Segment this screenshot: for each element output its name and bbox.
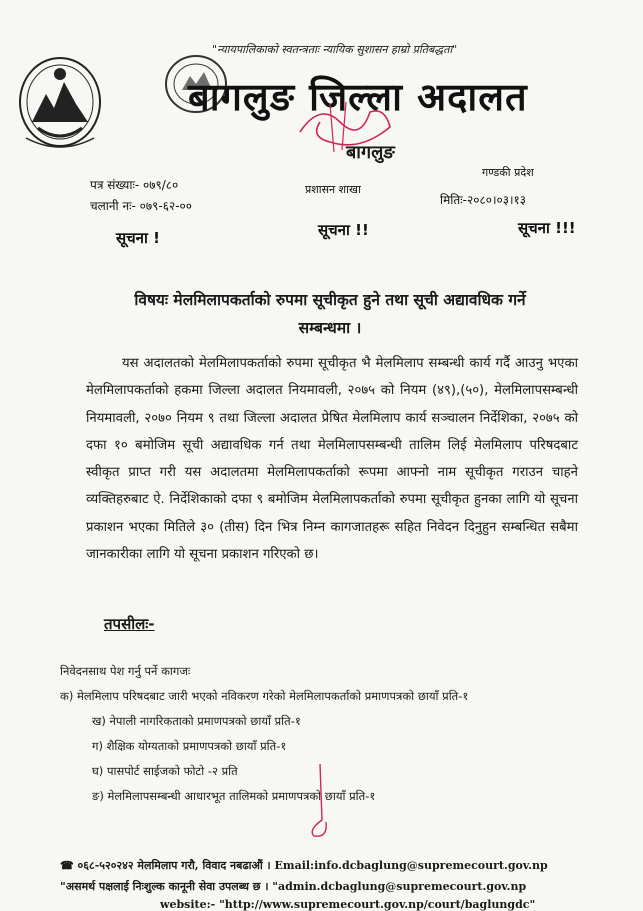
notice-label-2: सूचना !! (318, 221, 369, 239)
footer-legal-aid-line: "असमर्थ पक्षलाई निःशुल्क कानूनी सेवा उपलब्ध छ । "admin.dcbaglung@supremecourt.gov.np (60, 880, 527, 893)
signature-red (290, 92, 400, 162)
requirement-item: ग) शैक्षिक योग्यताको प्रमाणपत्रको छायाँ प्रति-१ (92, 739, 287, 753)
court-city: बागलुङ (346, 142, 395, 163)
letter-number: पत्र संख्याः- ०७९/८० (90, 178, 179, 192)
requirement-item: ख) नेपाली नागरिकताको प्रमाणपत्रको छायाँ प्रति-१ (92, 714, 301, 728)
subject-line-1: विषयः मेलमिलापकर्ताको रुपमा सूचीकृत हुने तथा सूची अद्यावधिक गर्ने (134, 291, 526, 309)
notice-label-3: सूचना !!! (518, 219, 576, 237)
footer-website: website:- "http://www.supremecourt.gov.np/court/baglungdc" (160, 898, 536, 911)
footer-contact-line: ☎ ०६८-५२०२४२ मेलमिलाप गरौ, विवाद नबढाऔं । Email:info.dcbaglung@supremecourt.gov.np (60, 859, 548, 872)
handwritten-mark (300, 760, 340, 840)
notice-body: यस अदालतको मेलमिलापकर्ताको रुपमा सूचीकृत भै मेलमिलाप सम्बन्धी कार्य गर्दै आउनु भएका मेलमिलापकर्ताको हकमा जिल्ला अदालत नियमावली, २०७५ को नियम (४९),(५०), मेलमिलापसम्बन्धी नियमावली, २०७० नियम ९ तथा जिल्ला अदालत प्रेषित मेलमिलाप कार्य सञ्चालन निर्देशिका, २०७५ को दफा १० बमोजिम सूची अद्यावधिक गर्न तथा मेलमिलापसम्बन्धी तालिम लिई मेलमिलाप परिषदबाट स्वीकृत प्राप्त गरी यस अदालतमा मेलमिलापकर्ताको रूपमा आफ्नो नाम सूचीकृत गराउन चाहने व्यक्तिहरुबाट ऐ. निर्देशिकाको दफा ९ बमोजिम मेलमिलापकर्ताको रुपमा सूचीकृत हुनका लागि यो सूचना प्रकाशन भएका मितिले ३० (तीस) दिन भित्र निम्न कागजातहरू सहित निवेदन दिनुहुन सम्बन्धित सबैमा जानकारीका लागि यो सूचना प्रकाशन गरिएको छ। (86, 356, 578, 563)
dispatch-number: चलानी नः- ०७९-६२-०० (90, 199, 193, 213)
province-name: गण्डकी प्रदेश (482, 166, 534, 179)
requirement-item: घ) पासपोर्ट साईजको फोटो -२ प्रति (92, 764, 238, 778)
subject-heading (100, 286, 560, 342)
letter-date: मितिः-२०८०।०३।१३ (440, 193, 527, 207)
government-emblem (16, 52, 104, 160)
requirement-item: ङ) मेलमिलापसम्बन्धी आधारभूत तालिमको प्रमाणपत्रको छायाँ प्रति-१ (92, 789, 376, 803)
notice-label-1: सूचना ! (116, 229, 160, 247)
details-heading: तपसीलः- (104, 615, 155, 633)
requirement-item: क) मेलमिलाप परिषदबाट जारी भएको नविकरण गरेको मेलमिलापकर्ताको प्रमाणपत्रको छायाँ प्रति-१ (60, 689, 469, 703)
requirements-heading: निवेदनसाथ पेश गर्नु पर्ने कागजः (60, 664, 191, 678)
court-motto: "न्यायपालिकाको स्वतन्त्रताः न्यायिक सुशासन हाम्रो प्रतिबद्धता" (212, 43, 458, 56)
subject-line-2: सम्बन्धमा । (298, 319, 362, 337)
court-name: बागलुङ जिल्ला अदालत (188, 75, 528, 119)
section-name: प्रशासन शाखा (305, 183, 361, 196)
